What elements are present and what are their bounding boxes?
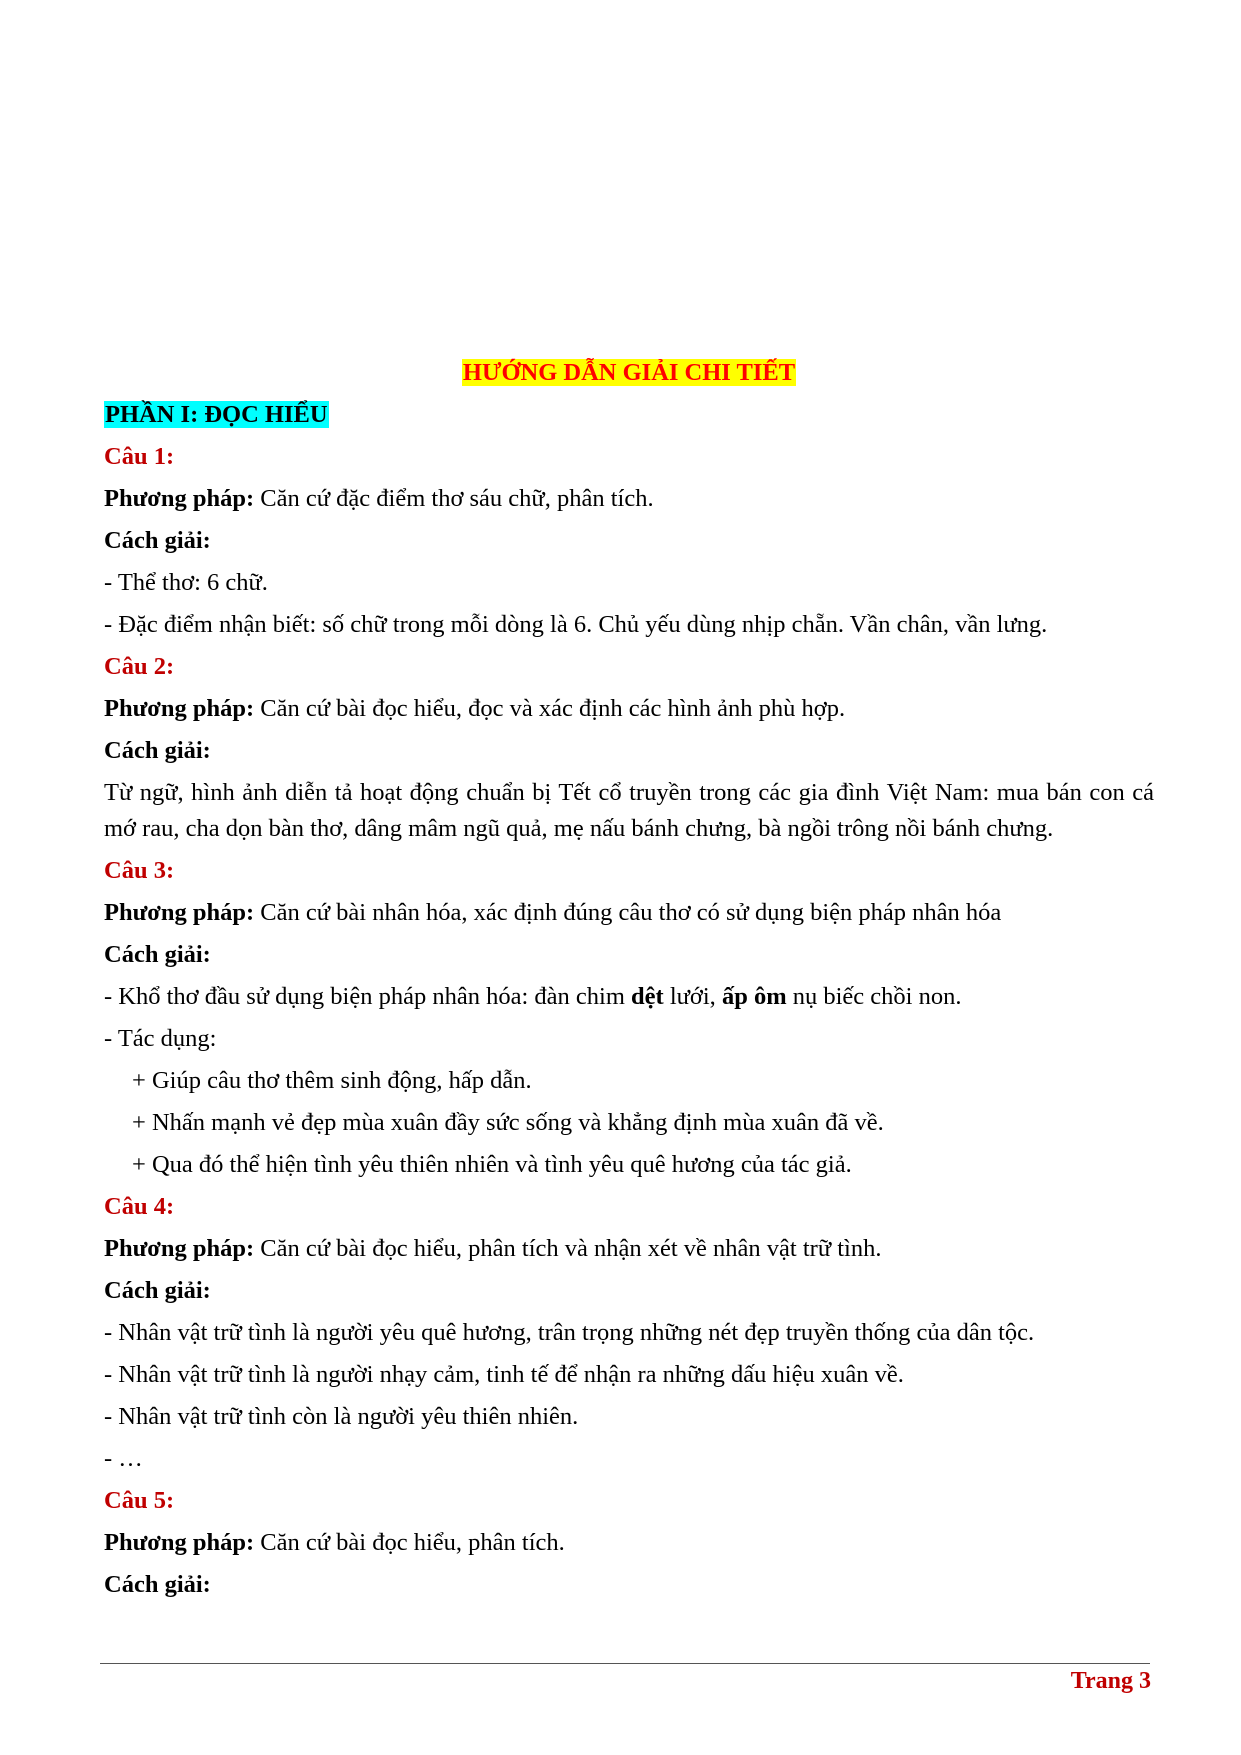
question-3-line-2: - Tác dụng: [104, 1025, 217, 1052]
question-3-sub-2: + Nhấn mạnh vẻ đẹp mùa xuân đầy sức sống và khẳng định mùa xuân đã về. [132, 1109, 884, 1136]
footer-divider [100, 1663, 1150, 1664]
document-content [104, 352, 1154, 1606]
page-title: HƯỚNG DẪN GIẢI CHI TIẾT [462, 359, 796, 386]
text-segment: lưới, [663, 983, 722, 1010]
question-2-heading: Câu 2: [104, 653, 175, 680]
question-4-heading: Câu 4: [104, 1193, 175, 1220]
question-3-heading: Câu 3: [104, 857, 175, 884]
bold-word-det: dệt [631, 983, 664, 1010]
question-4-line-1: - Nhân vật trữ tình là người yêu quê hương, trân trọng những nét đẹp truyền thống của dân tộc. [104, 1319, 1035, 1346]
method-label: Phương pháp: [104, 695, 255, 722]
question-1-method [104, 478, 1154, 520]
method-label: Phương pháp: [104, 1529, 255, 1556]
question-4-line-4: - … [104, 1445, 143, 1472]
question-4-method [104, 1228, 1154, 1270]
section-heading: PHẦN I: ĐỌC HIỂU [105, 401, 328, 428]
question-1-solution-label: Cách giải: [104, 527, 211, 554]
method-text: Căn cứ đặc điểm thơ sáu chữ, phân tích. [254, 485, 654, 512]
question-3-sub-3: + Qua đó thể hiện tình yêu thiên nhiên và tình yêu quê hương của tác giả. [132, 1151, 852, 1178]
question-3-line-1 [104, 976, 1154, 1018]
question-4-solution-label: Cách giải: [104, 1277, 211, 1304]
question-3-solution-label: Cách giải: [104, 941, 211, 968]
method-label: Phương pháp: [104, 899, 255, 926]
question-1-line-2: - Đặc điểm nhận biết: số chữ trong mỗi dòng là 6. Chủ yếu dùng nhịp chẵn. Vần chân, vần lưng. [104, 611, 1048, 638]
page-number: Trang 3 [1070, 1668, 1151, 1694]
section-heading-row [104, 394, 1154, 436]
method-text: Căn cứ bài nhân hóa, xác định đúng câu thơ có sử dụng biện pháp nhân hóa [254, 899, 1002, 926]
question-4-line-2: - Nhân vật trữ tình là người nhạy cảm, tinh tế để nhận ra những dấu hiệu xuân về. [104, 1361, 904, 1388]
method-label: Phương pháp: [104, 1235, 255, 1262]
question-2-paragraph: Từ ngữ, hình ảnh diễn tả hoạt động chuẩn bị Tết cổ truyền trong các gia đình Việt Nam: mua bán con cá mớ rau, cha dọn bàn thơ, dâng mâm ngũ quả, mẹ nấu bánh chưng, bà ngồi trông nồi bánh chưng. [104, 779, 1154, 842]
question-5-method [104, 1522, 1154, 1564]
method-text: Căn cứ bài đọc hiểu, phân tích và nhận xét về nhân vật trữ tình. [254, 1235, 882, 1262]
question-2-solution-label: Cách giải: [104, 737, 211, 764]
bold-word-ap-om: ấp ôm [721, 983, 787, 1010]
method-label: Phương pháp: [104, 485, 255, 512]
question-5-heading: Câu 5: [104, 1487, 175, 1514]
question-3-method [104, 892, 1154, 934]
method-text: Căn cứ bài đọc hiểu, phân tích. [254, 1529, 565, 1556]
method-text: Căn cứ bài đọc hiểu, đọc và xác định các hình ảnh phù hợp. [254, 695, 846, 722]
question-1-line-1: - Thể thơ: 6 chữ. [104, 569, 268, 596]
question-2-method [104, 688, 1154, 730]
question-5-solution-label: Cách giải: [104, 1571, 211, 1598]
text-segment: - Khổ thơ đầu sử dụng biện pháp nhân hóa: đàn chim [104, 983, 632, 1010]
question-4-line-3: - Nhân vật trữ tình còn là người yêu thiên nhiên. [104, 1403, 579, 1430]
title-row [104, 352, 1154, 394]
text-segment: nụ biếc chồi non. [786, 983, 962, 1010]
question-1-heading: Câu 1: [104, 443, 175, 470]
question-3-sub-1: + Giúp câu thơ thêm sinh động, hấp dẫn. [132, 1067, 532, 1094]
